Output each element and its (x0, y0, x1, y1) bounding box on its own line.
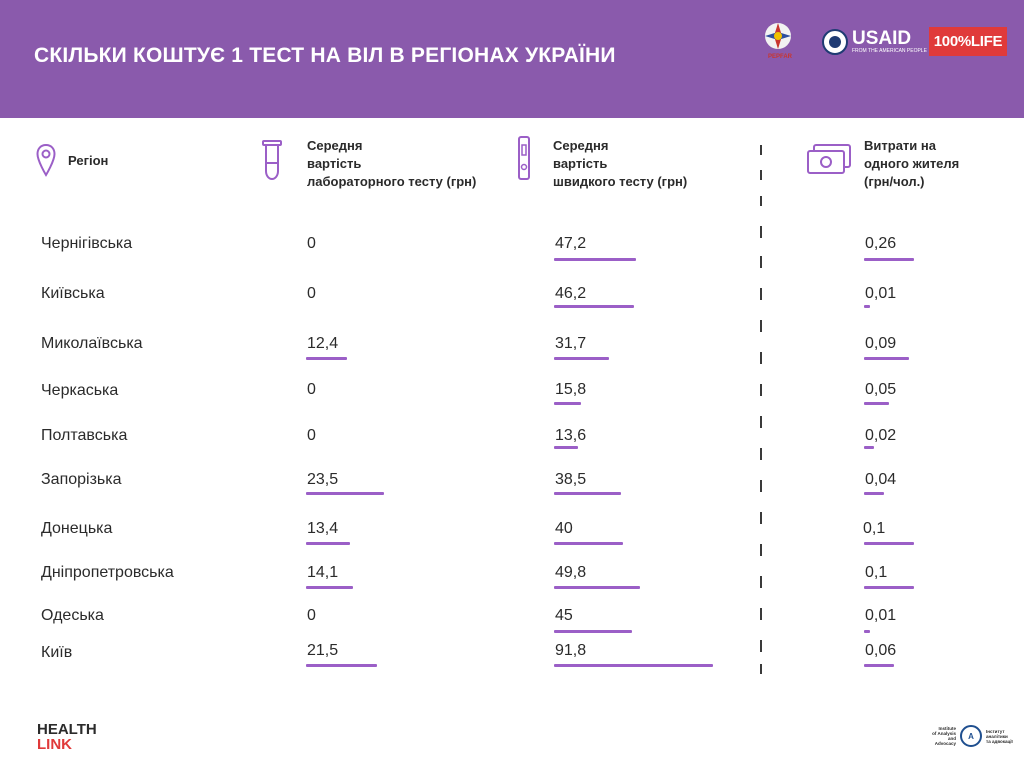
usaid-logo (822, 27, 927, 57)
column-header-rapid: Середня вартість швидкого тесту (грн) (553, 138, 688, 189)
per-capita-value-bar (864, 305, 870, 308)
divider-dash (760, 170, 762, 180)
lab-value-bar (306, 492, 384, 495)
rapid-cost-value: 45 (555, 607, 573, 624)
column-header-region: Регіон (68, 153, 109, 168)
per-capita-value-bar (864, 664, 894, 667)
divider-dash (760, 664, 762, 674)
divider-dash (760, 640, 762, 652)
usaid-wordmark: USAID (852, 28, 912, 49)
money-bill-icon (806, 143, 852, 175)
rapid-value-bar (554, 542, 623, 545)
per-capita-value-bar (864, 357, 909, 360)
page-title: СКІЛЬКИ КОШТУЄ 1 ТЕСТ НА ВІЛ В РЕГІОНАХ УКРАЇНИ (34, 44, 616, 67)
rapid-cost-value: 46,2 (555, 285, 587, 302)
divider-dash (760, 448, 762, 460)
per-capita-value-bar (864, 492, 884, 495)
rapid-cost-value: 91,8 (555, 642, 587, 659)
per-capita-value-bar (864, 258, 914, 261)
per-capita-value: 0,1 (863, 520, 886, 537)
map-pin-icon (36, 143, 56, 179)
test-tube-icon (260, 139, 284, 181)
divider-dash (760, 320, 762, 332)
rapid-value-bar (554, 357, 609, 360)
region-label: Одеська (41, 607, 104, 624)
per-capita-value-bar (864, 586, 914, 589)
divider-dash (760, 608, 762, 620)
region-label: Миколаївська (41, 335, 143, 352)
column-header-per-capita: Витрати на одного жителя (грн/чол.) (864, 138, 960, 189)
pepfar-caption: PEPFAR (767, 54, 792, 60)
divider-dash (760, 576, 762, 588)
per-capita-value: 0,04 (865, 471, 897, 488)
divider-dash (760, 226, 762, 238)
lab-cost-value: 23,5 (307, 471, 339, 488)
region-label: Чернігівська (41, 235, 133, 252)
iaa-emblem-icon: A (960, 725, 982, 747)
per-capita-value-bar (864, 446, 874, 449)
rapid-cost-value: 15,8 (555, 381, 587, 398)
divider-dash (760, 480, 762, 492)
rapid-value-bar (554, 305, 634, 308)
region-label: Запорізька (41, 471, 122, 488)
per-capita-value-bar (864, 630, 870, 633)
rapid-cost-value: 13,6 (555, 427, 587, 444)
divider-dash (760, 544, 762, 556)
rapid-value-bar (554, 258, 636, 261)
rapid-cost-value: 40 (555, 520, 573, 537)
per-capita-value-bar (864, 542, 914, 545)
per-capita-value: 0,02 (865, 427, 897, 444)
lab-cost-value: 13,4 (307, 520, 339, 537)
usaid-seal-icon (822, 29, 848, 55)
lab-cost-value: 0 (307, 285, 316, 302)
rapid-test-icon (517, 135, 531, 181)
healthlink-logo: HEALTH LINK (37, 721, 97, 753)
lab-cost-value: 0 (307, 607, 316, 624)
divider-dash (760, 288, 762, 300)
rapid-cost-value: 47,2 (555, 235, 587, 252)
per-capita-value: 0,09 (865, 335, 897, 352)
divider-dash (760, 145, 762, 155)
region-label: Дніпропетровська (41, 564, 174, 581)
life-logo: 100%LIFE (929, 27, 1007, 56)
divider-dash (760, 196, 762, 206)
rapid-cost-value: 38,5 (555, 471, 587, 488)
pepfar-emblem-icon (757, 18, 799, 58)
per-capita-value: 0,05 (865, 381, 897, 398)
divider-dash (760, 352, 762, 364)
rapid-value-bar (554, 586, 640, 589)
rapid-value-bar (554, 630, 632, 633)
lab-value-bar (306, 542, 350, 545)
per-capita-value: 0,06 (865, 642, 897, 659)
lab-cost-value: 0 (307, 427, 316, 444)
region-label: Донецька (41, 520, 113, 537)
lab-cost-value: 0 (307, 381, 316, 398)
region-label: Полтавська (41, 427, 128, 444)
usaid-tagline: FROM THE AMERICAN PEOPLE (852, 48, 927, 54)
iaa-logo: Institute of Analysis and Advocacy A Інститут аналітики та адвокації (932, 726, 1013, 746)
rapid-value-bar (554, 492, 621, 495)
lab-cost-value: 12,4 (307, 335, 339, 352)
lab-cost-value: 0 (307, 235, 316, 252)
lab-value-bar (306, 357, 347, 360)
region-label: Черкаська (41, 382, 119, 399)
rapid-cost-value: 31,7 (555, 335, 587, 352)
rapid-cost-value: 49,8 (555, 564, 587, 581)
rapid-value-bar (554, 402, 581, 405)
divider-dash (760, 384, 762, 396)
lab-value-bar (306, 586, 353, 589)
per-capita-value: 0,26 (865, 235, 897, 252)
rapid-value-bar (554, 446, 578, 449)
per-capita-value: 0,1 (865, 564, 888, 581)
lab-cost-value: 14,1 (307, 564, 339, 581)
region-label: Київська (41, 285, 105, 302)
per-capita-value: 0,01 (865, 607, 897, 624)
region-label: Київ (41, 644, 73, 661)
rapid-value-bar (554, 664, 713, 667)
column-header-lab: Середня вартість лабораторного тесту (грн) (307, 138, 477, 189)
divider-dash (760, 256, 762, 268)
lab-value-bar (306, 664, 377, 667)
divider-dash (760, 512, 762, 524)
divider-dash (760, 416, 762, 428)
per-capita-value: 0,01 (865, 285, 897, 302)
header-banner (0, 0, 1024, 118)
per-capita-value-bar (864, 402, 889, 405)
lab-cost-value: 21,5 (307, 642, 339, 659)
